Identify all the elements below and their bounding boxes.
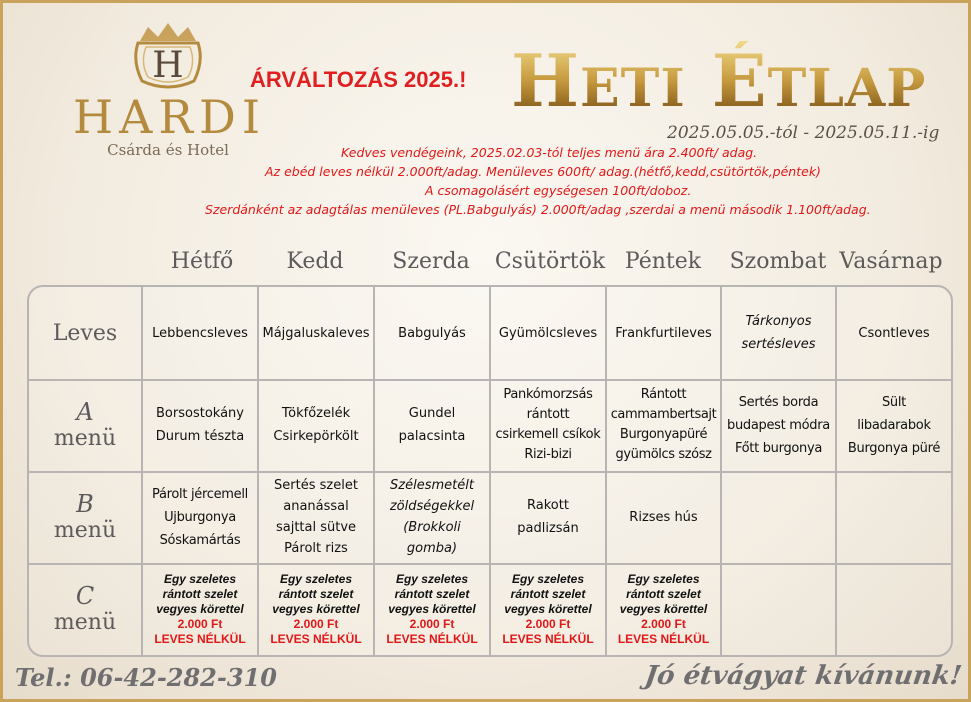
no-soup-note: LEVES NÉLKÜL <box>502 631 594 646</box>
notice-line: A csomagolásért egységesen 100ft/doboz. <box>425 183 692 198</box>
hotel-name: HARDI <box>73 90 267 144</box>
day-header: Csütörtök <box>494 249 606 274</box>
day-header: Szerda <box>392 249 470 274</box>
row-letter: C <box>75 581 95 610</box>
soup-row <box>29 287 951 381</box>
dish-cell: Sertés borda budapest módra Főtt burgonya <box>727 394 830 456</box>
dish-cell: Lebbencsleves <box>152 325 248 341</box>
no-soup-note: LEVES NÉLKÜL <box>386 631 478 646</box>
day-header: Szombat <box>729 249 827 274</box>
row-letter: A <box>76 397 94 426</box>
dish-cell: Gyümölcsleves <box>498 325 598 341</box>
dish-cell: Csontleves <box>858 325 930 341</box>
offer-text: Egy szeletes rántott szelet vegyes körettel <box>504 571 592 616</box>
row-letter: B <box>76 489 94 518</box>
dish-cell: Sült libadarabok Burgonya püré <box>847 394 941 456</box>
dish-cell: Gundel palacsinta <box>398 406 466 444</box>
day-header: Hétfő <box>170 249 234 274</box>
offer-price: 2.000 Ft <box>641 616 686 631</box>
day-header: Péntek <box>624 249 702 274</box>
dish-cell: Pankómorzsás rántott csirkemell csíkok Rizi-bizi <box>495 387 601 462</box>
dish-cell: Tárkonyos sertésleves <box>741 314 816 352</box>
date-range: 2025.05.05.-tól - 2025.05.11.-ig <box>667 123 940 143</box>
dish-cell: Babgulyás <box>398 325 466 341</box>
menu-b-row <box>29 471 951 565</box>
menu-c-row <box>29 563 951 655</box>
hotel-logo <box>73 21 267 159</box>
no-soup-note: LEVES NÉLKÜL <box>270 631 362 646</box>
notice-line: Szerdánként az adagtálas menüleves (PL.Babgulyás) 2.000ft/adag ,szerdai a menü második 1.100ft/adag. <box>205 202 871 217</box>
notice-line: Kedves vendégeink, 2025.02.03-tól teljes menü ára 2.400ft/ adag. <box>341 145 758 160</box>
dish-cell: Májgaluskaleves <box>262 325 370 341</box>
day-headers <box>3 249 971 279</box>
row-word: menü <box>53 517 117 543</box>
row-word: menü <box>53 609 117 635</box>
offer-text: Egy szeletes rántott szelet vegyes körettel <box>272 571 360 616</box>
dish-cell: Rakott padlizsán <box>517 498 579 536</box>
day-header: Kedd <box>286 249 344 274</box>
dish-cell: Párolt jércemell Ujburgonya Sóskamártás <box>152 486 248 548</box>
empty-cell <box>837 471 951 563</box>
price-notice <box>193 143 971 219</box>
dish-cell: Szélesmetélt zöldségekkel (Brokkoli gomba) <box>389 478 475 556</box>
row-word: menü <box>53 425 117 451</box>
dish-cell: Rántott cammambertsajt Burgonyapüré gyümölcs szósz <box>610 387 717 462</box>
row-label: Leves <box>52 320 118 346</box>
empty-cell <box>722 471 837 563</box>
day-header: Vasárnap <box>839 249 943 274</box>
empty-cell <box>837 563 951 655</box>
dish-cell: Rizses hús <box>629 509 698 525</box>
phone-number: Tel.: 06-42-282-310 <box>15 663 277 692</box>
offer-text: Egy szeletes rántott szelet vegyes körettel <box>156 571 244 616</box>
empty-cell <box>722 563 837 655</box>
menu-table <box>27 285 953 657</box>
logo-letter: H <box>152 45 184 86</box>
bon-appetit-text: Jó étvágyat kívánunk! <box>642 661 964 691</box>
offer-price: 2.000 Ft <box>177 616 223 631</box>
dish-cell: Borsostokány Durum tészta <box>155 406 245 444</box>
offer-text: Egy szeletes rántott szelet vegyes körettel <box>388 571 476 616</box>
notice-line: Az ebéd leves nélkül 2.000ft/adag. Menüleves 600ft/ adag.(hétfő,kedd,csütörtök,péntek) <box>265 164 821 179</box>
dish-cell: Sertés szelet ananással sajttal sütve Párolt rizs <box>274 478 358 556</box>
crest-icon <box>128 21 208 91</box>
dish-cell: Tökfőzelék Csirkepörkölt <box>273 406 359 444</box>
no-soup-note: LEVES NÉLKÜL <box>154 631 246 646</box>
page-title: HETI ÉTLAP <box>511 41 926 129</box>
offer-price: 2.000 Ft <box>525 616 571 631</box>
menu-a-row <box>29 379 951 473</box>
dish-cell: Frankfurtileves <box>615 325 712 341</box>
price-change-heading: ÁRVÁLTOZÁS 2025.! <box>250 67 467 92</box>
offer-price: 2.000 Ft <box>409 616 455 631</box>
offer-text: Egy szeletes rántott szelet vegyes körettel <box>619 571 708 616</box>
hotel-subtitle: Csárda és Hotel <box>107 141 229 159</box>
offer-price: 2.000 Ft <box>293 616 339 631</box>
no-soup-note: LEVES NÉLKÜL <box>617 631 710 646</box>
